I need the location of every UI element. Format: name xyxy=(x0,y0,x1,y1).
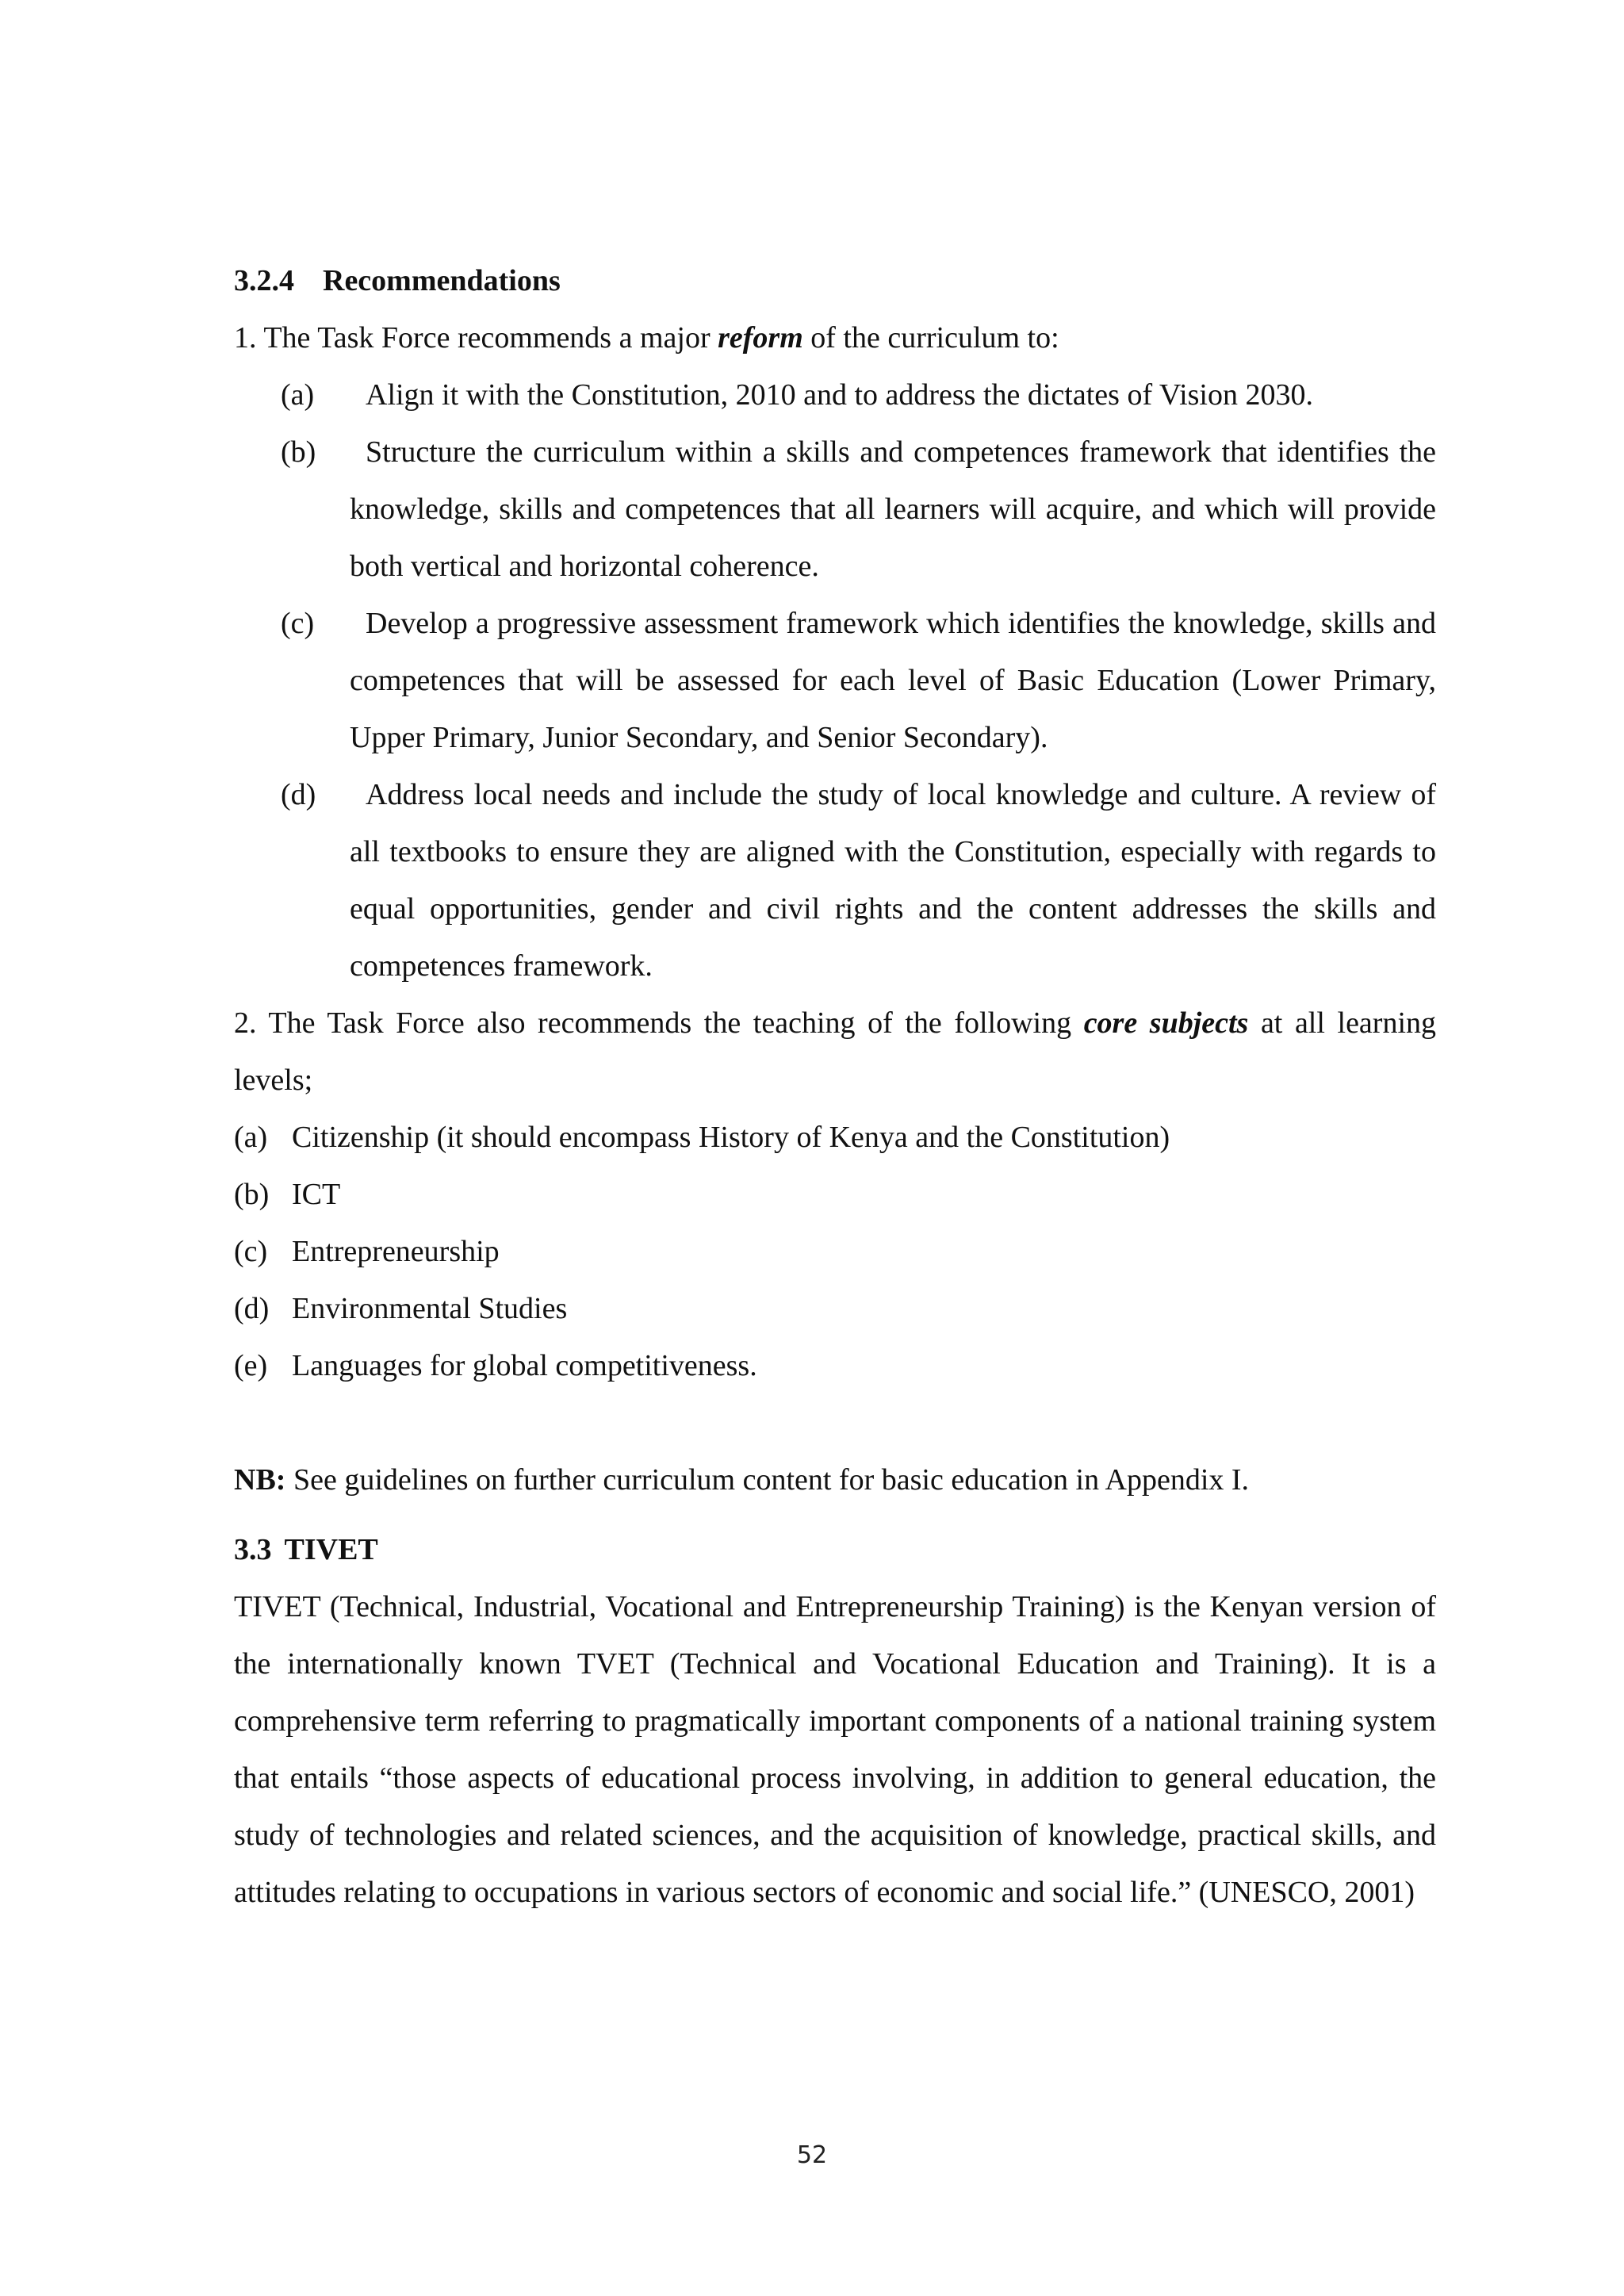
item-text: ICT xyxy=(292,1178,341,1211)
list-item xyxy=(234,1223,1436,1280)
recommendation-2: 2. The Task Force also recommends the teaching of the following core subjects at all learning levels; xyxy=(234,1006,1437,1097)
document-page xyxy=(234,252,1436,1921)
item-text: Develop a progressive assessment framework which identifies the knowledge, skills and competences that will be assessed for each level of Basic Education (Lower Primary, Upper Primary, Junior Secondary, and Senior Secondary). xyxy=(350,607,1436,754)
tivet-paragraph: TIVET (Technical, Industrial, Vocational and Entrepreneurship Training) is the Kenyan version of the internationally known TVET (Technical and Vocational Education and Training). It is a comprehensive term referring to pragmatically important components of a national training system that entails “those aspects of educational process involving, in addition to general education, the study of technologies and related sciences, and the acquisition of knowledge, practical skills, and attitudes relating to occupations in various sectors of economic and social life.” (UNESCO, 2001) xyxy=(234,1590,1436,1909)
item-text: Citizenship (it should encompass History of Kenya and the Constitution) xyxy=(292,1121,1170,1154)
list-item xyxy=(234,1280,1436,1337)
emphasis-reform: reform xyxy=(718,321,803,355)
list-item xyxy=(234,424,1436,595)
item-text: Entrepreneurship xyxy=(292,1235,500,1268)
item-label: (d) xyxy=(234,1292,270,1325)
page-number: 52 xyxy=(796,2141,828,2169)
item-label: (a) xyxy=(281,378,315,412)
item-label: (c) xyxy=(281,607,315,640)
item-label: (a) xyxy=(234,1121,268,1154)
list-item xyxy=(234,366,1436,424)
item-text: Structure the curriculum within a skills and competences framework that identifies the knowledge, skills and competences that all learners will acquire, and which will provide both vertical and horizontal coherence. xyxy=(350,435,1436,583)
section-title: Recommendations xyxy=(323,264,561,297)
list-item xyxy=(234,766,1436,995)
item-label: (e) xyxy=(234,1349,268,1382)
item-text: Environmental Studies xyxy=(292,1292,568,1325)
section-heading-tivet xyxy=(234,1521,1436,1578)
nb-text: See guidelines on further curriculum content for basic education in Appendix I. xyxy=(285,1463,1250,1497)
section-number: 3.2.4 xyxy=(234,264,294,297)
section-heading-recommendations xyxy=(234,252,1436,309)
list-item xyxy=(234,595,1436,766)
nb-note xyxy=(234,1451,1436,1508)
emphasis-core-subjects: core subjects xyxy=(1083,1006,1249,1040)
item-label: (c) xyxy=(234,1235,268,1268)
item-label: (b) xyxy=(234,1178,270,1211)
item-text: Address local needs and include the study of local knowledge and culture. A review of all textbooks to ensure they are aligned with the Constitution, especially with regards to equal opportunities, gender and civil rights and the content addresses the skills and competences framework. xyxy=(350,778,1436,983)
section-title: TIVET xyxy=(284,1533,378,1566)
item-label: (d) xyxy=(281,778,316,811)
item-label: (b) xyxy=(281,435,316,469)
list-item xyxy=(234,1109,1436,1166)
item-text: Languages for global competitiveness. xyxy=(292,1349,757,1382)
item-text: Align it with the Constitution, 2010 and to address the dictates of Vision 2030. xyxy=(366,378,1313,412)
section-number: 3.3 xyxy=(234,1533,272,1566)
nb-label: NB: xyxy=(234,1463,286,1497)
recommendation-1: 1. The Task Force recommends a major reform of the curriculum to: xyxy=(234,321,1059,355)
list-item xyxy=(234,1166,1436,1223)
list-item xyxy=(234,1337,1436,1394)
